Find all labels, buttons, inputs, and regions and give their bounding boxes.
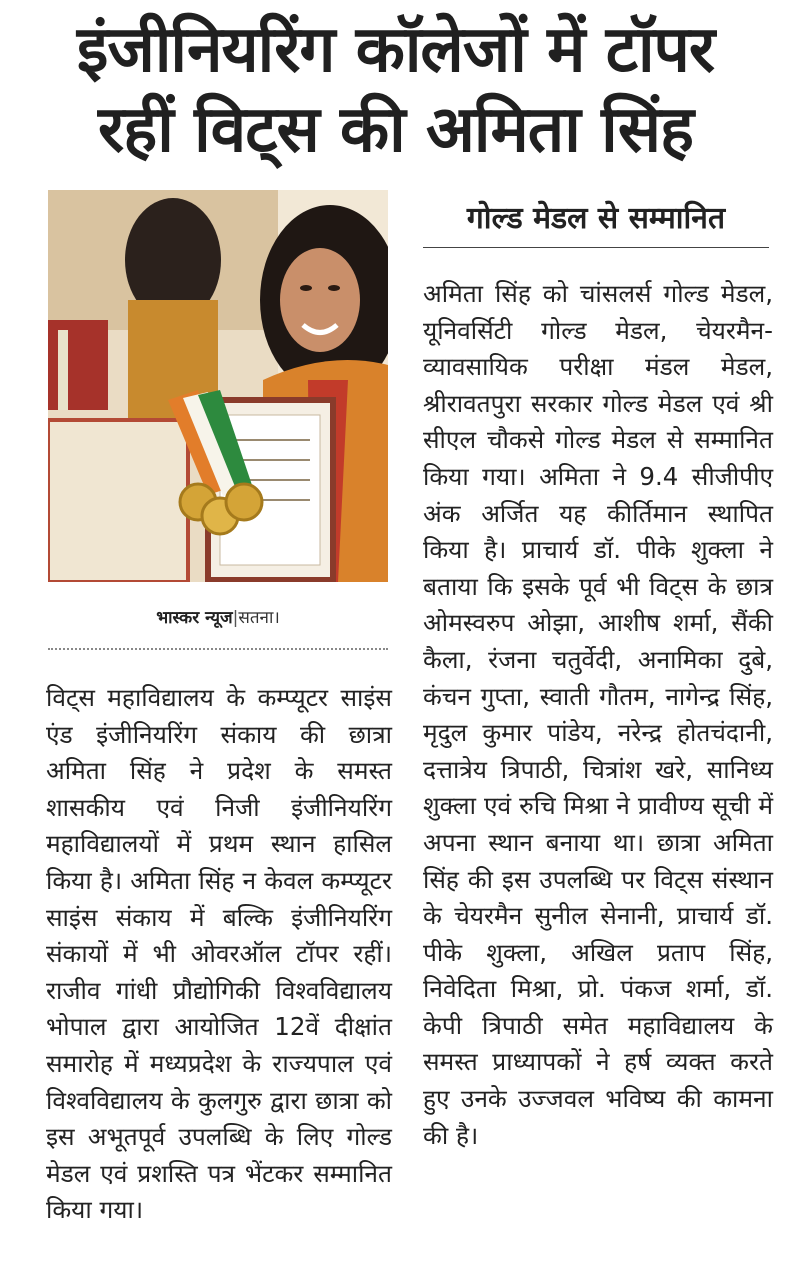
photo-of-student-with-medals-icon xyxy=(48,190,388,582)
byline-separator: | xyxy=(232,608,239,628)
article-photo xyxy=(48,190,388,582)
subheading: गोल्ड मेडल से सम्मानित xyxy=(423,196,769,248)
headline-line-2: रहीं विट्स की अमिता सिंह xyxy=(98,93,693,167)
byline-city: सतना। xyxy=(238,608,280,628)
headline xyxy=(0,10,791,170)
headline-line-1: इंजीनियरिंग कॉलेजों में टॉपर xyxy=(76,13,715,87)
dotted-divider xyxy=(48,648,388,650)
article-body-right: अमिता सिंह को चांसलर्स गोल्ड मेडल, यूनिवर्सिटी गोल्ड मेडल, चेयरमैन-व्यावसायिक परीक्षा मंडल मेडल, श्रीरावतपुरा सरकार गोल्ड मेडल एवं श्री सीएल चौकसे गोल्ड मेडल से सम्मानित किया गया। अमिता ने 9.4 सीजीपीए अंक अर्जित यह कीर्तिमान स्थापित किया है। प्राचार्य डॉ. पीके शुक्ला ने बताया कि इसके पूर्व भी विट्स के छात्र ओमस्वरुप ओझा, आशीष शर्मा, सैंकी कैला, रंजना चतुर्वेदी, अनामिका दुबे, कंचन गुप्ता, स्वाती गौतम, नागेन्द्र सिंह, मृदुल कुमार पांडेय, नरेन्द्र होतचंदानी, दत्तात्रेय त्रिपाठी, चित्रांश खरे, सानिध्य शुक्ला एवं रुचि मिश्रा ने प्रावीण्य सूची में अपना स्थान बनाया था। छात्रा अमिता सिंह की इस उपलब्धि पर विट्स संस्थान के चेयरमैन सुनील सेनानी, प्राचार्य डॉ. पीके शुक्ला, अखिल प्रताप सिंह, निवेदिता मिश्रा, प्रो. पंकज शर्मा, डॉ. केपी त्रिपाठी समेत महाविद्यालय के समस्त प्राध्यापकों ने हर्ष व्यक्त करते हुए उनके उज्जवल भविष्य की कामना की है। xyxy=(423,279,773,1150)
byline xyxy=(48,605,388,628)
byline-source: भास्कर न्यूज xyxy=(156,608,233,628)
article-body-left: विट्स महाविद्यालय के कम्प्यूटर साइंस एंड इंजीनियरिंग संकाय की छात्रा अमिता सिंह ने प्रदेश के समस्त शासकीय एवं निजी इंजीनियरिंग महाविद्यालयों में प्रथम स्थान हासिल किया है। अमिता सिंह न केवल कम्प्यूटर साइंस संकाय में बल्कि इंजीनियरिंग संकायों में भी ओवरऑल टॉपर रहीं। राजीव गांधी प्रौद्योगिकी विश्वविद्यालय भोपाल द्वारा आयोजित 12वें दीक्षांत समारोह में मध्यप्रदेश के राज्यपाल एवं विश्वविद्यालय के कुलगुरु द्वारा छात्रा को इस अभूतपूर्व उपलब्धि के लिए गोल्ड मेडल एवं प्रशस्ति पत्र भेंटकर सम्मानित किया गया। xyxy=(46,683,392,1225)
